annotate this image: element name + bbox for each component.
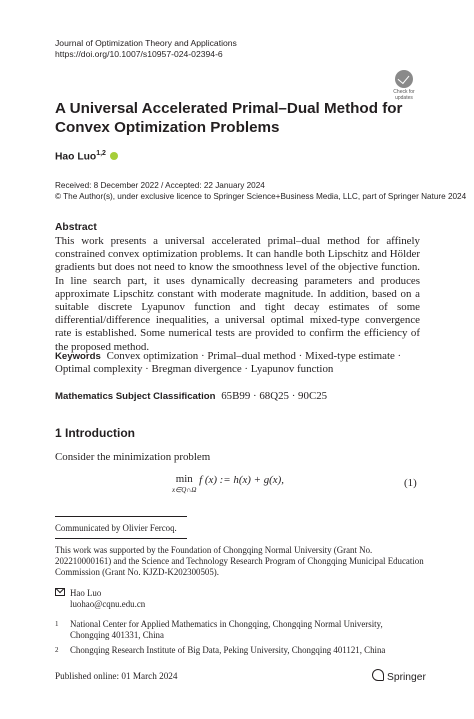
springer-horse-icon [372,669,384,681]
equation-1 [172,474,284,496]
paper-title: A Universal Accelerated Primal–Dual Method for Convex Optimization Problems [55,100,403,136]
footnote-rule [55,538,187,539]
contact-name: Hao Luo [70,588,102,598]
check-icon [395,70,413,88]
footnote-rule [55,516,187,517]
journal-name: Journal of Optimization Theory and Applications [55,38,237,48]
publisher-logo [372,669,426,683]
journal-header [55,38,237,60]
equation-body: f (x) := h(x) + g(x), [199,474,284,486]
msc-label: Mathematics Subject Classification [55,391,216,402]
published-online: Published online: 01 March 2024 [55,671,178,681]
msc-text: 65B99 · 68Q25 · 90C25 [221,390,328,402]
affiliation-number: 2 [55,646,59,654]
badge-line1: Check for [393,89,415,95]
funding-note: This work was supported by the Foundation of Chongqing Normal University (Grant No. 202210000161) and the Science and Technology Research Program of Chongqing Municipal Education Commission (Grant No. KJZD-K202300505). [55,545,424,577]
author-name[interactable]: Hao Luo [55,151,97,163]
received-accepted: Received: 8 December 2022 / Accepted: 22 January 2024 [55,181,265,190]
msc [55,390,327,402]
dates-block [55,180,466,202]
affiliation-2 [55,645,425,657]
copyright: © The Author(s), under exclusive licence to Springer Science+Business Media, LLC, part of Springer Nature 2024 [55,192,467,201]
equation-min: min [175,473,193,485]
keywords-label: Keywords [55,351,101,362]
section-heading-introduction: 1 Introduction [55,426,135,440]
equation-min-operator [172,474,196,496]
author-line [55,150,118,162]
publisher-name: Springer [387,672,426,683]
badge-line2: updates [395,94,413,101]
check-for-updates-badge[interactable] [384,70,424,100]
affiliation-number: 1 [55,620,59,628]
orcid-icon[interactable] [110,152,118,160]
communicated-by: Communicated by Olivier Fercoq. [55,523,177,533]
equation-number: (1) [404,477,417,489]
abstract-text: This work presents a universal accelerated primal–dual method for affinely constrained convex optimization problems. It can handle both Lipschitz and Hölder gradients but does not need to know the smoothness level of the objective function. In line search part, it uses dynamically decreasing parameters and produces approximate Lipschitz constant with moderate magnitude. In addition, based on a suitable discrete Lyapunov function and tight decay estimates of some differential/difference inequalities, a universal optimal mixed-type convergence rate is established. Some numerical tests are provided to confirm the efficiency of the proposed method. [55,235,420,353]
contact-email[interactable]: luohao@cqnu.edu.cn [70,599,146,609]
equation-min-subscript: x∈Q∩Ω [172,486,197,494]
affiliation-1 [55,619,425,641]
affiliation-text: Chongqing Research Institute of Big Data, Peking University, Chongqing 401121, China [70,645,386,655]
contact-block [55,588,145,610]
author-affil-superscript: 1,2 [96,150,106,157]
doi-link[interactable]: https://doi.org/10.1007/s10957-024-02394-6 [55,49,223,59]
abstract-heading: Abstract [55,222,97,233]
keywords-text: Convex optimization · Primal–dual method · Mixed-type estimate · Optimal complexity · Bregman divergence · Lyapunov function [55,350,402,376]
intro-text: Consider the minimization problem [55,451,211,463]
affiliation-text: National Center for Applied Mathematics in Chongqing, Chongqing Normal University, Chongqing 401331, China [70,619,383,640]
keywords [55,350,420,376]
mail-icon [55,588,65,596]
